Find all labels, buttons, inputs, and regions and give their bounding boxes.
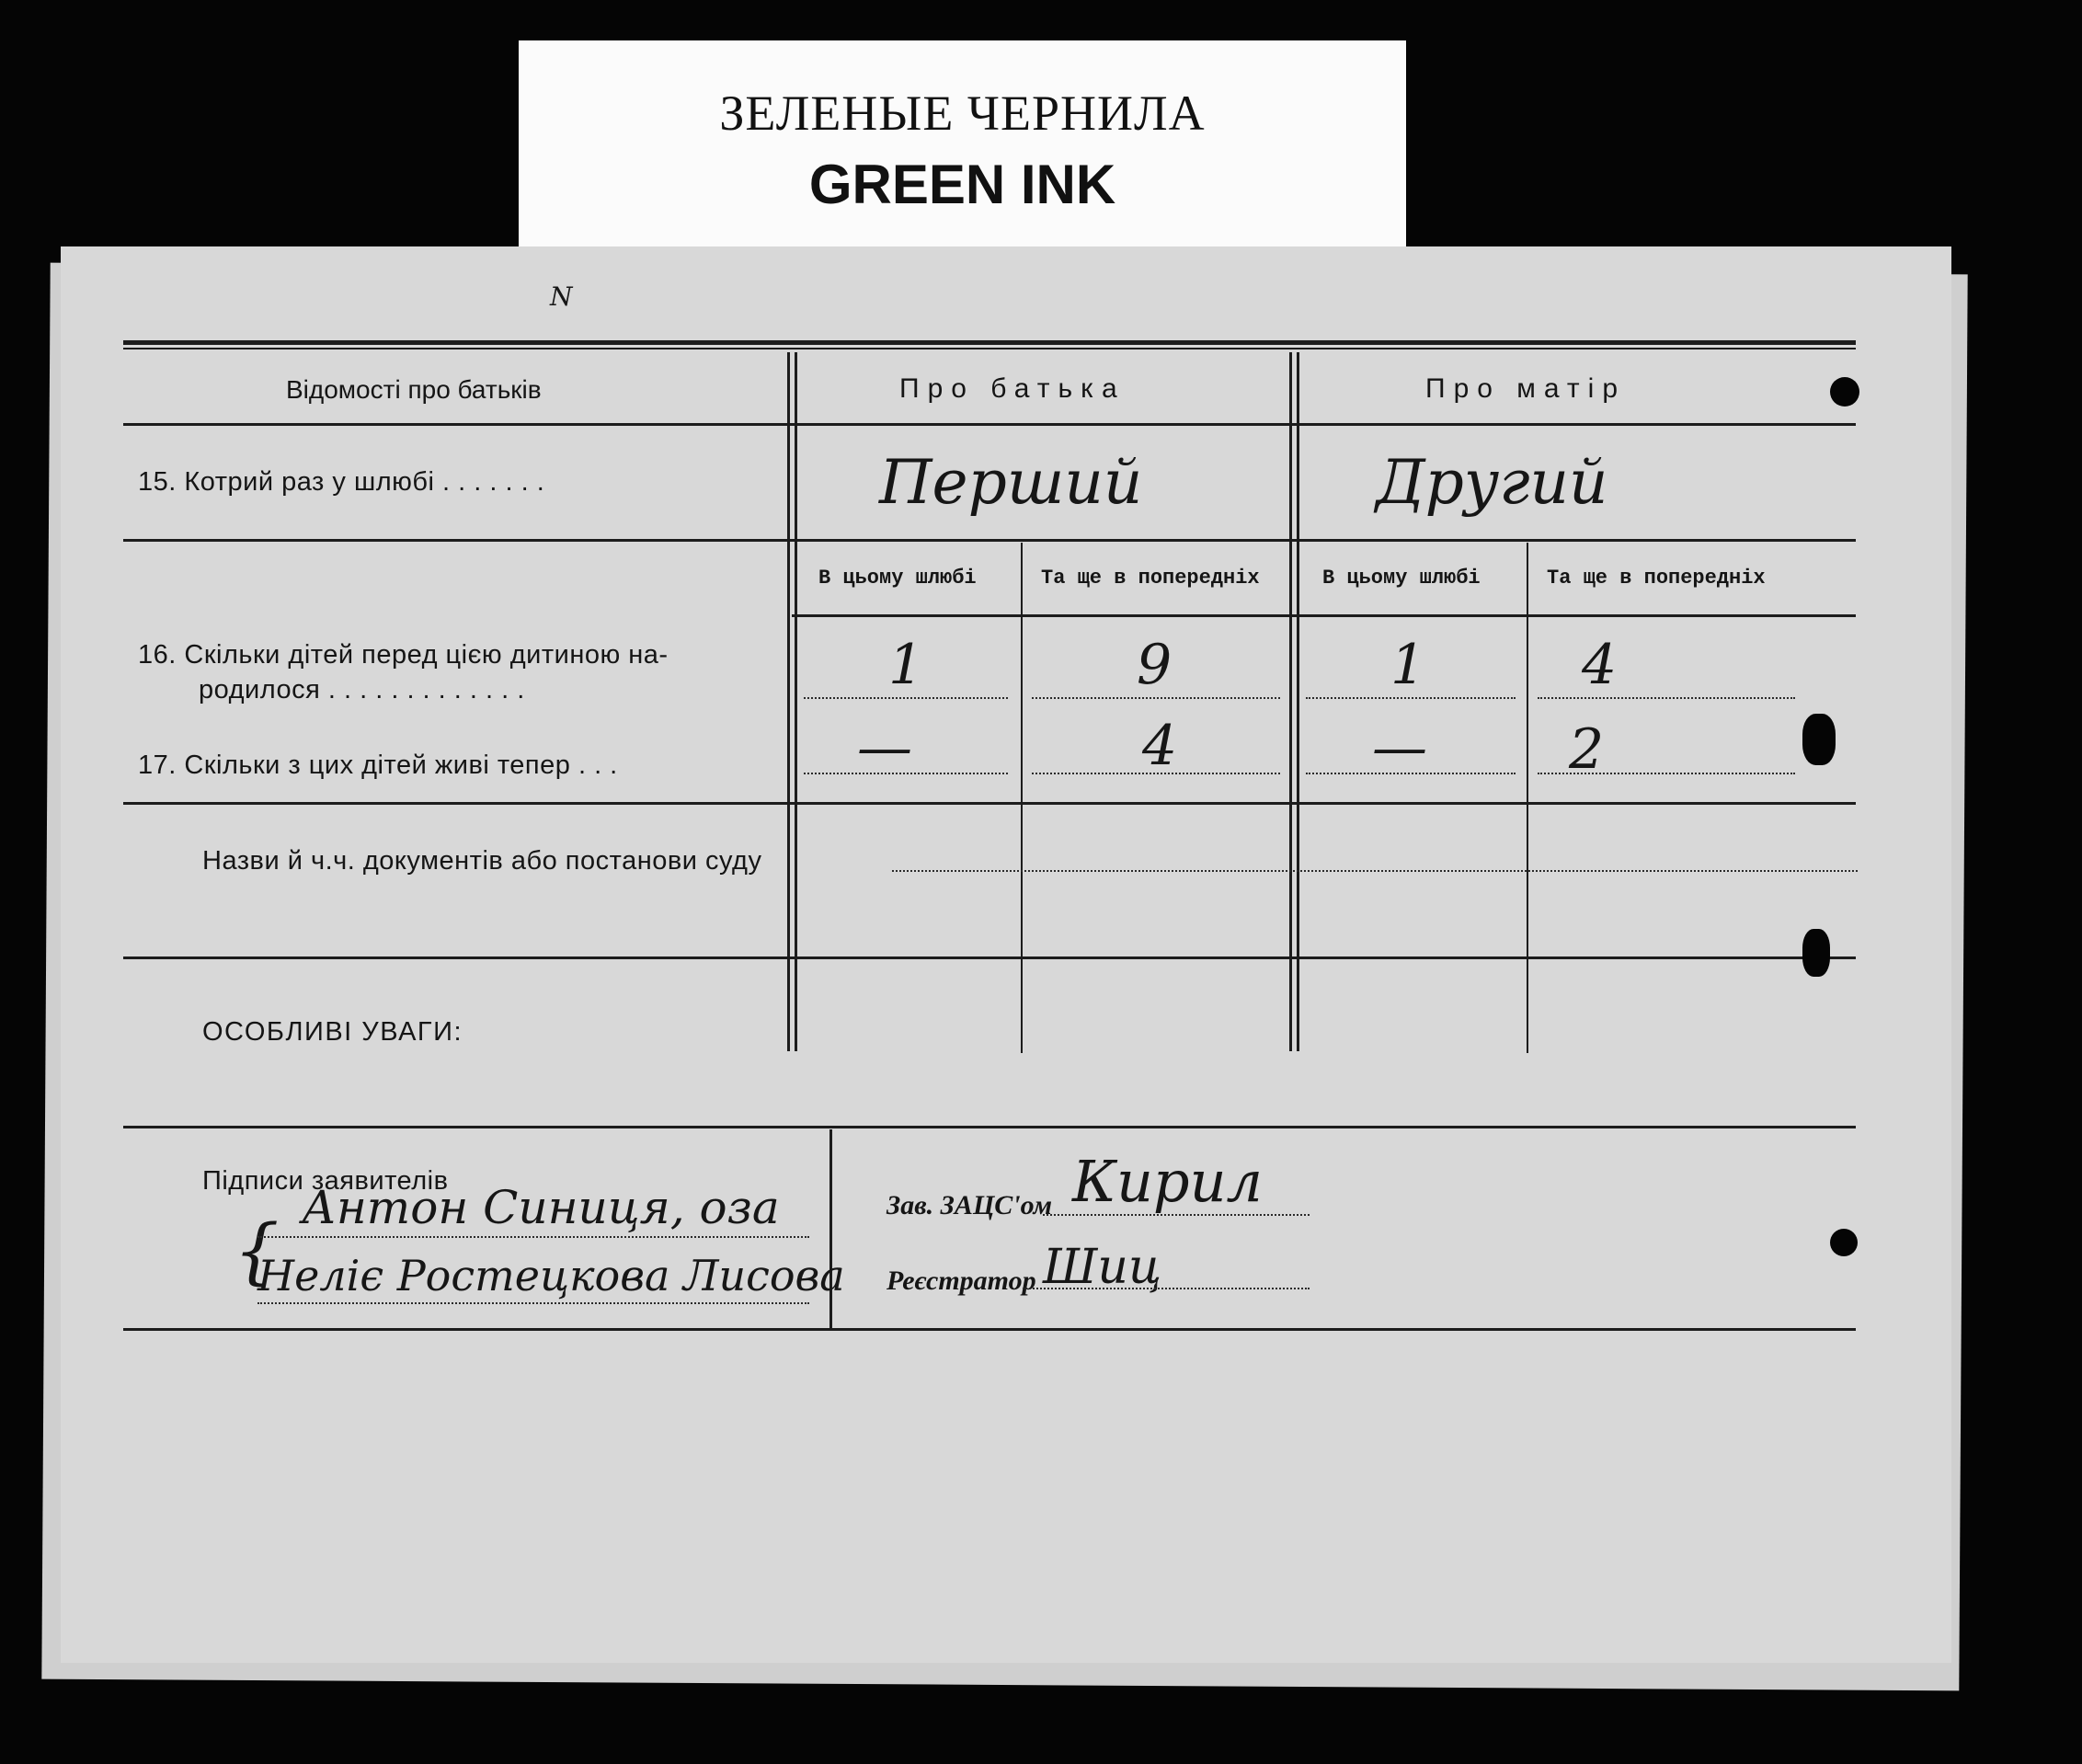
row15-father-value: Перший bbox=[879, 447, 1143, 518]
mother-sub-divider bbox=[1527, 543, 1528, 1053]
row15-label: 15. Котрий раз у шлюбі . . . . . . . bbox=[138, 467, 545, 497]
applicant-dots-1 bbox=[257, 1236, 809, 1238]
col-divider-2 bbox=[1289, 352, 1292, 1051]
punch-hole-4 bbox=[1830, 1229, 1858, 1256]
documents-dots bbox=[892, 870, 1858, 872]
father-this-marriage-header: В цьому шлюбі bbox=[818, 567, 977, 590]
header-father: Про батька bbox=[899, 373, 1126, 404]
row16-dots-4 bbox=[1538, 697, 1795, 699]
row16-dots-2 bbox=[1032, 697, 1280, 699]
ink-note-english: GREEN INK bbox=[808, 154, 1116, 215]
top-rule-thin bbox=[123, 348, 1856, 349]
row17-dots-3 bbox=[1306, 773, 1516, 774]
remarks-rule bbox=[123, 1126, 1856, 1128]
head-of-registry-label: Зав. ЗАЦС'ом bbox=[887, 1190, 1053, 1220]
mother-this-marriage-header: В цьому шлюбі bbox=[1322, 567, 1481, 590]
corner-mark: N bbox=[550, 281, 573, 312]
punch-hole-3 bbox=[1802, 929, 1830, 977]
row16-label-line1: 16. Скільки дітей перед цією дитиною на- bbox=[138, 640, 669, 670]
father-previous-header: Та ще в попередніх bbox=[1041, 567, 1260, 590]
row16-label-line2: родилося . . . . . . . . . . . . . bbox=[199, 675, 525, 704]
header-mother: Про матір bbox=[1425, 373, 1627, 404]
row16-dots-1 bbox=[804, 697, 1008, 699]
head-signature-dots bbox=[1043, 1214, 1310, 1216]
subheader-rule bbox=[792, 614, 1856, 617]
mother-previous-header: Та ще в попередніх bbox=[1547, 567, 1766, 590]
row16-mother-prev: 4 bbox=[1582, 633, 1618, 697]
applicant-dots-2 bbox=[257, 1302, 809, 1304]
ink-note-russian: ЗЕЛЕНЫЕ ЧЕРНИЛА bbox=[719, 86, 1206, 141]
punch-hole-1 bbox=[1830, 377, 1859, 407]
row16-dots-3 bbox=[1306, 697, 1516, 699]
row17-father-this: — bbox=[857, 716, 912, 780]
row17-label: 17. Скільки з цих дітей живі тепер . . . bbox=[138, 750, 618, 780]
punch-hole-2 bbox=[1802, 714, 1836, 765]
row16-mother-this: 1 bbox=[1390, 633, 1426, 697]
row16-father-prev: 9 bbox=[1137, 633, 1173, 697]
applicants-brace: { bbox=[234, 1210, 280, 1293]
row17-mother-prev: 2 bbox=[1569, 717, 1605, 782]
bottom-rule bbox=[123, 1328, 1856, 1331]
documents-label: Назви й ч.ч. документів або постанови суду bbox=[202, 846, 762, 876]
header-bottom-rule bbox=[123, 423, 1856, 426]
applicant-signature-1: Антон Синиця, оза bbox=[302, 1181, 780, 1234]
registration-form bbox=[61, 246, 1951, 1663]
row15-bottom-rule bbox=[123, 539, 1856, 542]
col-divider-1 bbox=[787, 352, 790, 1051]
applicant-signature-2: Неліє Ростецкова Лисова bbox=[257, 1251, 845, 1300]
row15-mother-value: Другий bbox=[1376, 447, 1608, 518]
ink-note-label bbox=[519, 40, 1406, 252]
row17-dots-4 bbox=[1538, 773, 1795, 774]
row17-father-prev: 4 bbox=[1142, 714, 1178, 778]
registrar-label: Реєстратор bbox=[887, 1266, 1036, 1296]
row17-dots-1 bbox=[804, 773, 1008, 774]
header-parents: Відомості про батьків bbox=[286, 375, 542, 404]
father-sub-divider bbox=[1021, 543, 1023, 1053]
documents-rule bbox=[123, 956, 1856, 959]
col-divider-2b bbox=[1297, 352, 1299, 1051]
row17-dots-2 bbox=[1032, 773, 1280, 774]
head-of-registry-signature: Кирил bbox=[1072, 1148, 1264, 1215]
table-bottom-rule bbox=[123, 802, 1856, 805]
col-divider-1b bbox=[795, 352, 797, 1051]
row17-mother-this: — bbox=[1372, 716, 1427, 780]
applicants-label: Підписи заявителів bbox=[202, 1166, 449, 1196]
registrar-signature: Шиц bbox=[1043, 1240, 1162, 1295]
remarks-label: ОСОБЛИВІ УВАГИ: bbox=[202, 1017, 463, 1047]
registrar-dots bbox=[1023, 1288, 1310, 1289]
row16-father-this: 1 bbox=[888, 633, 924, 697]
top-rule bbox=[123, 340, 1856, 345]
